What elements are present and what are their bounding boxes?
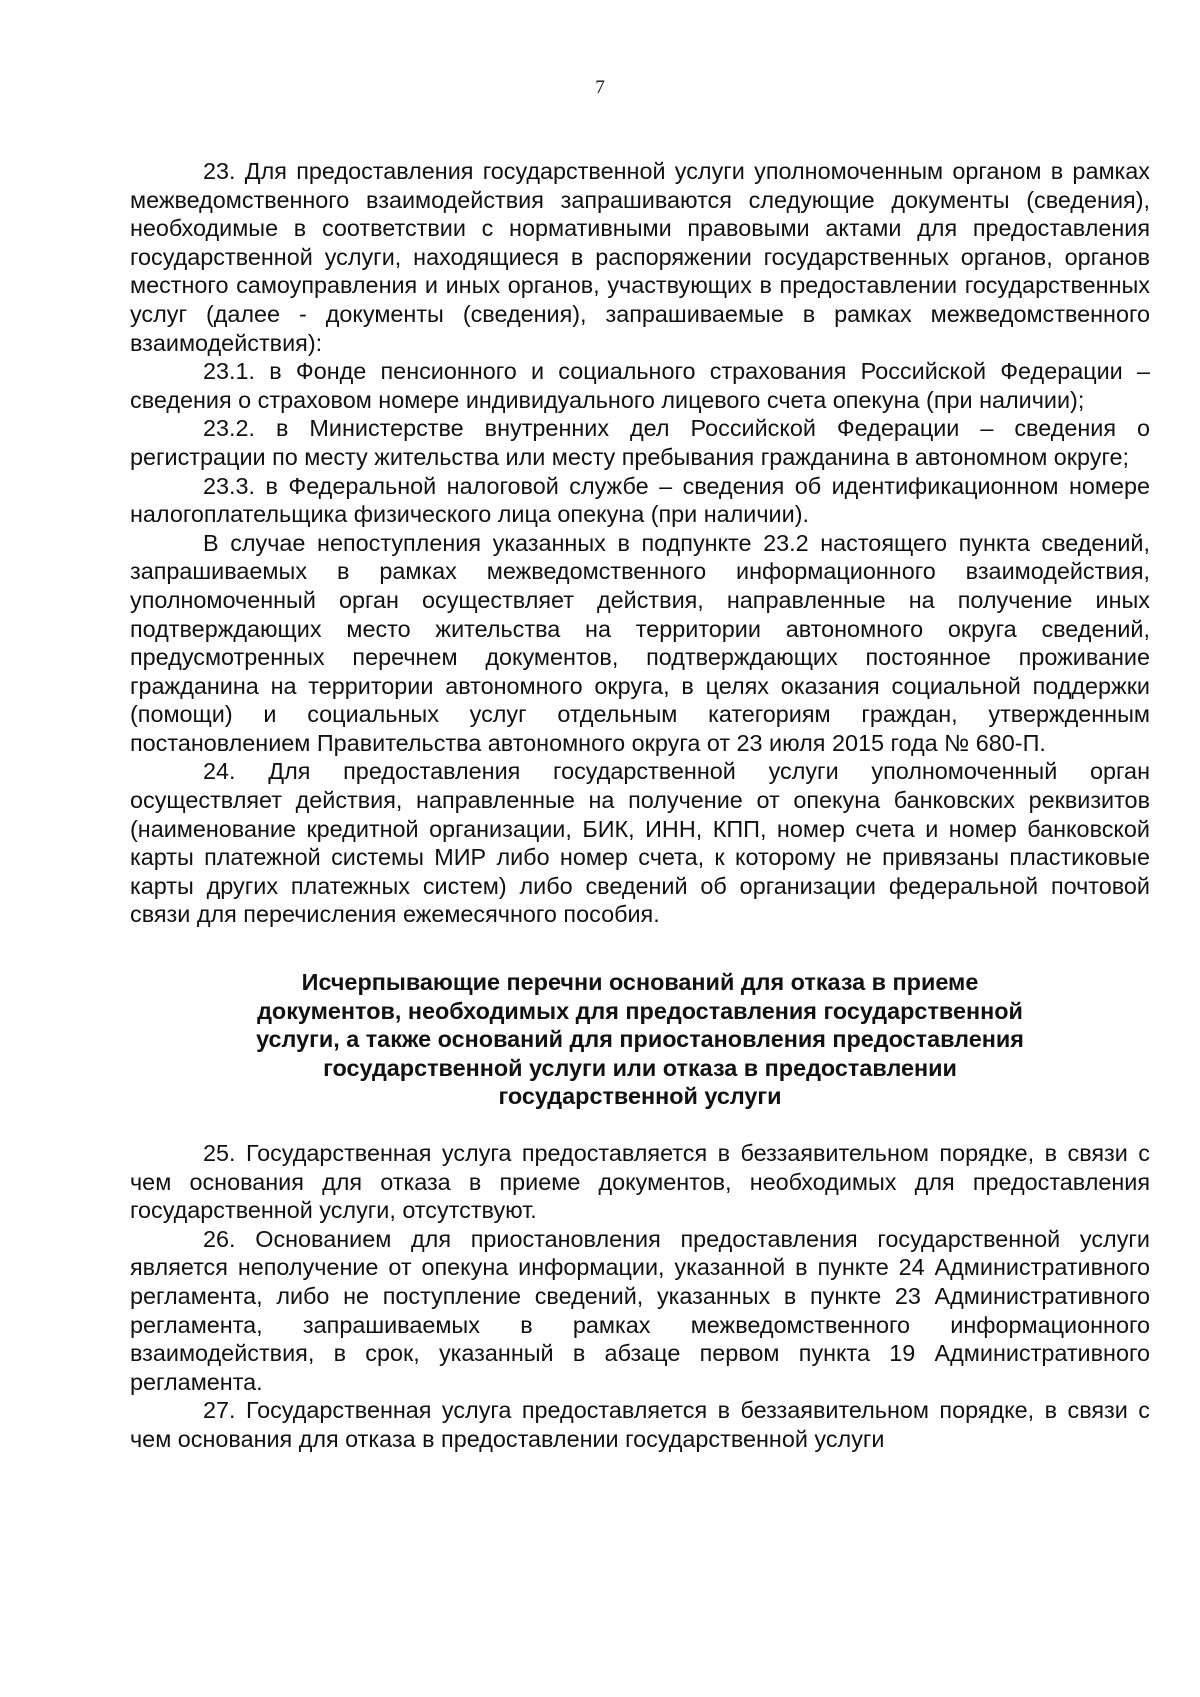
section-heading [130,968,1150,1111]
section-heading-line: государственной услуги или отказа в предоставлении [323,1054,957,1081]
paragraph-23-2: 23.2. в Министерстве внутренних дел Российской Федерации – сведения о регистрации по месту жительства или месту пребывания гражданина в автономном округе; [130,415,1150,470]
page-number: 7 [595,77,605,98]
paragraph-25: 25. Государственная услуга предоставляется в беззаявительном порядке, в связи с чем основания для отказа в приеме документов, необходимых для предоставления государственной услуги, отсутствуют. [130,1140,1150,1224]
section-heading-line: Исчерпывающие перечни оснований для отказа в приеме [301,969,979,996]
paragraph-23-note: В случае непоступления указанных в подпункте 23.2 настоящего пункта сведений, запрашиваемых в рамках межведомственного информационного взаимодействия, уполномоченный орган осуществляет действия, направленные на получение иных подтверждающих место жительства на территории автономного округа сведений, предусмотренных перечнем документов, подтверждающих постоянное проживание гражданина на территории автономного округа, в целях оказания социальной поддержки (помощи) и социальных услуг отдельным категориям граждан, утвержденным постановлением Правительства автономного округа от 23 июля 2015 года № 680-П. [130,529,1150,756]
paragraph-23-1: 23.1. в Фонде пенсионного и социального страхования Российской Федерации – сведения о страховом номере индивидуального лицевого счета опекуна (при наличии); [130,358,1150,413]
paragraph-23: 23. Для предоставления государственной услуги уполномоченным органом в рамках межведомственного взаимодействия запрашиваются следующие документы (сведения), необходимые в соответствии с нормативными правовыми актами для предоставления государственной услуги, находящиеся в распоряжении государственных органов, органов местного самоуправления и иных органов, участвующих в предоставлении государственных услуг (далее - документы (сведения), запрашиваемые в рамках межведомственного взаимодействия): [130,158,1150,356]
paragraph-23-3: 23.3. в Федеральной налоговой службе – сведения об идентификационном номере налогоплательщика физического лица опекуна (при наличии). [130,472,1150,528]
paragraph-26: 26. Основанием для приостановления предоставления государственной услуги является неполучение от опекуна информации, указанной в пункте 24 Административного регламента, либо не поступление сведений, указанных в пункте 23 Административного регламента, запрашиваемых в рамках межведомственного информационного взаимодействия, в срок, указанный в абзаце первом пункта 19 Административного регламента. [130,1225,1150,1395]
section-heading-line: документов, необходимых для предоставления государственной [257,997,1023,1024]
paragraph-27: 27. Государственная услуга предоставляется в беззаявительном порядке, в связи с чем основания для отказа в предоставлении государственной услуги [130,1397,1150,1452]
section-heading-line: услуги, а также оснований для приостановления предоставления [256,1026,1024,1053]
document-body [130,157,1150,1454]
section-heading-line: государственной услуги [498,1083,782,1110]
paragraph-24: 24. Для предоставления государственной услуги уполномоченный орган осуществляет действия, направленные на получение от опекуна банковских реквизитов (наименование кредитной организации, БИК, ИНН, КПП, номер счета и номер банковской карты платежной системы МИР либо номер счета, к которому не привязаны пластиковые карты других платежных систем) либо сведений об организации федеральной почтовой связи для перечисления ежемесячного пособия. [130,758,1150,928]
